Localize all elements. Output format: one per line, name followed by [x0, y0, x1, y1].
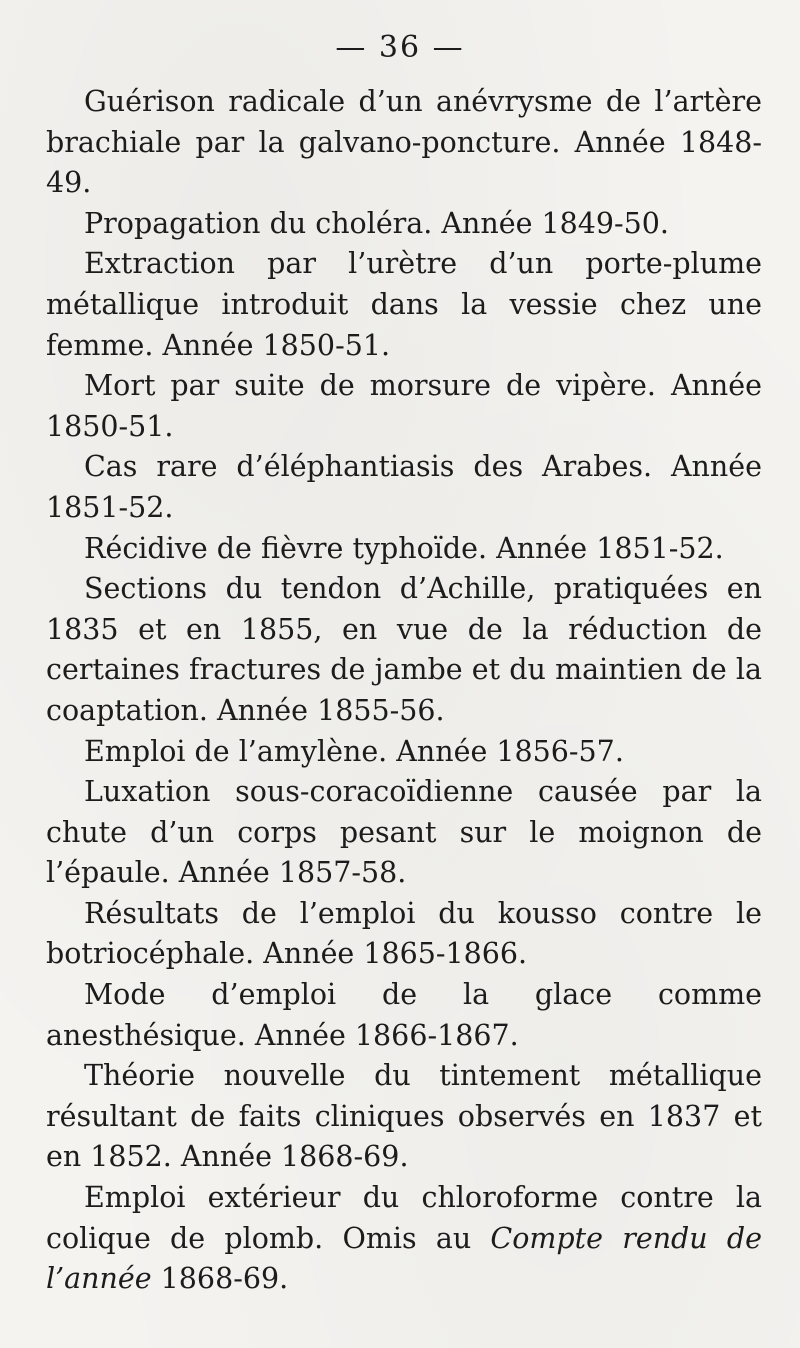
entry-pen-extraction: Extraction par l’urètre d’un porte-plume métallique introduit dans la vessie chez une femme. Année 1850-51. [46, 247, 762, 362]
entry-chloroform-text: Emploi extérieur du chloroforme contre la colique de plomb. Omis au [46, 1181, 762, 1255]
entry-chloroform [46, 1178, 762, 1300]
entry-chloroform-italic: Compte rendu de l’année [46, 1221, 762, 1296]
entry-metallic-tinkling: Théorie nouvelle du tintement métallique résultant de faits cliniques observés en 1837 et en 1852. Année 1868-69. [46, 1059, 762, 1174]
entry-typhoid: Récidive de fièvre typhoïde. Année 1851-52. [84, 531, 724, 565]
entry-list [46, 82, 762, 1300]
page-number: — 36 — [335, 30, 465, 65]
entry-cholera: Propagation du choléra. Année 1849-50. [84, 206, 669, 240]
entry-kousso: Résultats de l’emploi du kousso contre le botriocéphale. Année 1865-1866. [46, 896, 762, 971]
entry-chloroform-tail: 1868-69. [151, 1262, 289, 1296]
entry-elephantiasis: Cas rare d’éléphantiasis des Arabes. Année 1851-52. [46, 450, 762, 524]
entry-amylene: Emploi de l’amylène. Année 1856-57. [84, 734, 624, 768]
entry-viper-bite: Mort par suite de morsure de vipère. Année 1850-51. [46, 369, 762, 443]
entry-aneurysm: Guérison radicale d’un anévrysme de l’artère brachiale par la galvano-poncture. Année 1848-49. [46, 85, 762, 200]
entry-luxation: Luxation sous-coracoïdienne causée par la chute d’un corps pesant sur le moignon de l’épaule. Année 1857-58. [46, 775, 762, 890]
entry-ice-anesthesia: Mode d’emploi de la glace comme anesthésique. Année 1866-1867. [46, 978, 762, 1052]
entry-achilles-tendon: Sections du tendon d’Achille, pratiquées en 1835 et en 1855, en vue de la réduction de certaines fractures de jambe et du maintien de la coaptation. Année 1855-56. [46, 572, 762, 727]
